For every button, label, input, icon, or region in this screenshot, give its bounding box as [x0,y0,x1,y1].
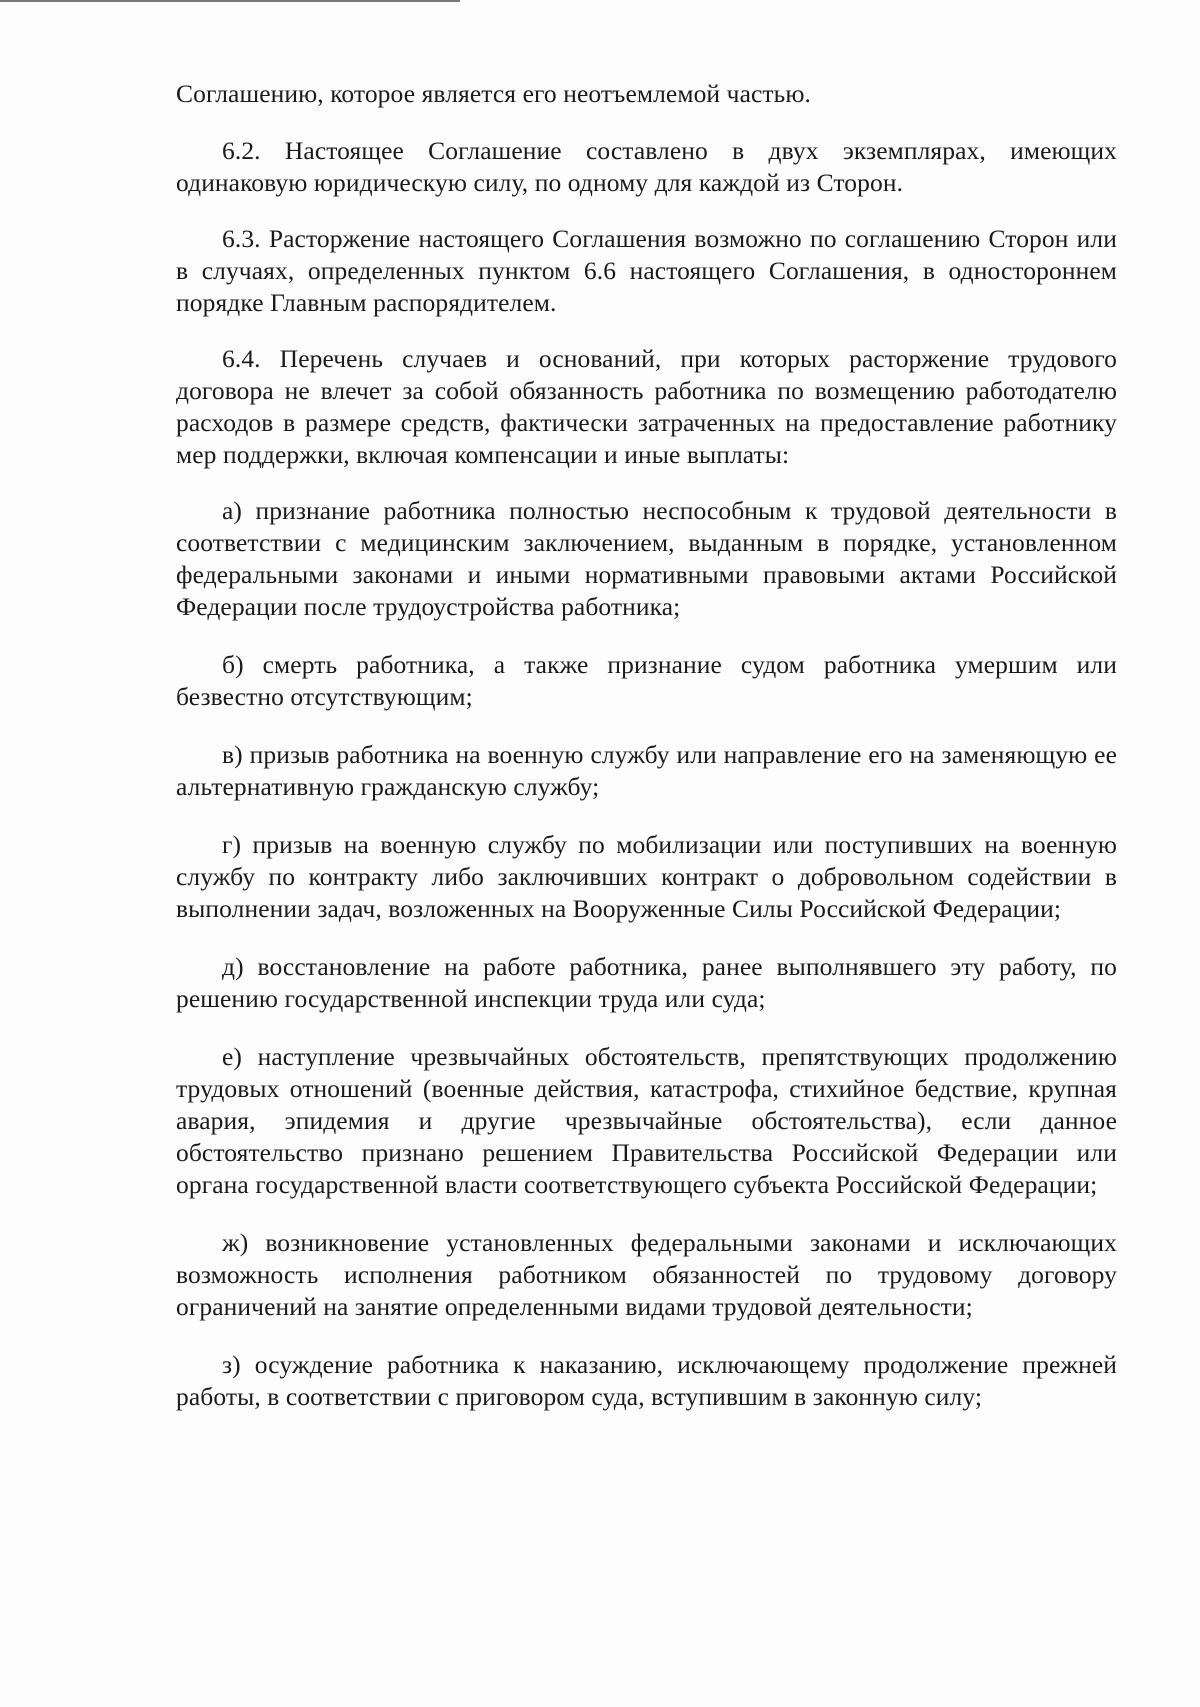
scan-edge-line [0,0,460,2]
list-item-zh: ж) возникновение установленных федеральными законами и исключающих возможность исполнения работником обязанностей по трудовому договору ограничений на занятие определенными видами трудовой деятельности; [176,1228,1117,1321]
list-item-a: а) признание работника полностью неспособным к трудовой деятельности в соответствии с медицинским заключением, выданным в порядке, установленном федеральными законами и иными нормативными правовыми актами Российской Федерации после трудоустройства работника; [176,496,1117,621]
list-item-z: з) осуждение работника к наказанию, исключающему продолжение прежней работы, в соответствии с приговором суда, вступившим в законную силу; [176,1350,1117,1411]
list-item-e: е) наступление чрезвычайных обстоятельств, препятствующих продолжению трудовых отношений (военные действия, катастрофа, стихийное бедствие, крупная авария, эпидемия и другие чрезвычайные обстоятельства), если данное обстоятельство признано решением Правительства Российской Федерации или органа государственной власти соответствующего субъекта Российской Федерации; [176,1042,1117,1199]
list-item-g: г) призыв на военную службу по мобилизации или поступивших на военную службу по контракту либо заключивших контракт о добровольном содействии в выполнении задач, возложенных на Вооруженные Силы Российской Федерации; [176,830,1117,923]
paragraph-6-3: 6.3. Расторжение настоящего Соглашения возможно по соглашению Сторон или в случаях, определенных пунктом 6.6 настоящего Соглашения, в одностороннем порядке Главным распорядителем. [176,224,1117,317]
paragraph-continuation: Соглашению, которое является его неотъемлемой частью. [176,79,812,108]
paragraph-6-4: 6.4. Перечень случаев и оснований, при которых расторжение трудового договора не влечет за собой обязанность работника по возмещению работодателю расходов в размере средств, фактически затраченных на предоставление работнику мер поддержки, включая компенсации и иные выплаты: [176,344,1117,469]
paragraph-6-2: 6.2. Настоящее Соглашение составлено в двух экземплярах, имеющих одинаковую юридическую силу, по одному для каждой из Сторон. [176,136,1117,197]
list-item-d: д) восстановление на работе работника, ранее выполнявшего эту работу, по решению государственной инспекции труда или суда; [176,952,1117,1013]
document-body [176,78,1117,1439]
list-item-b: б) смерть работника, а также признание судом работника умершим или безвестно отсутствующим; [176,650,1117,711]
list-item-v: в) призыв работника на военную службу или направление его на заменяющую ее альтернативную гражданскую службу; [176,740,1117,801]
